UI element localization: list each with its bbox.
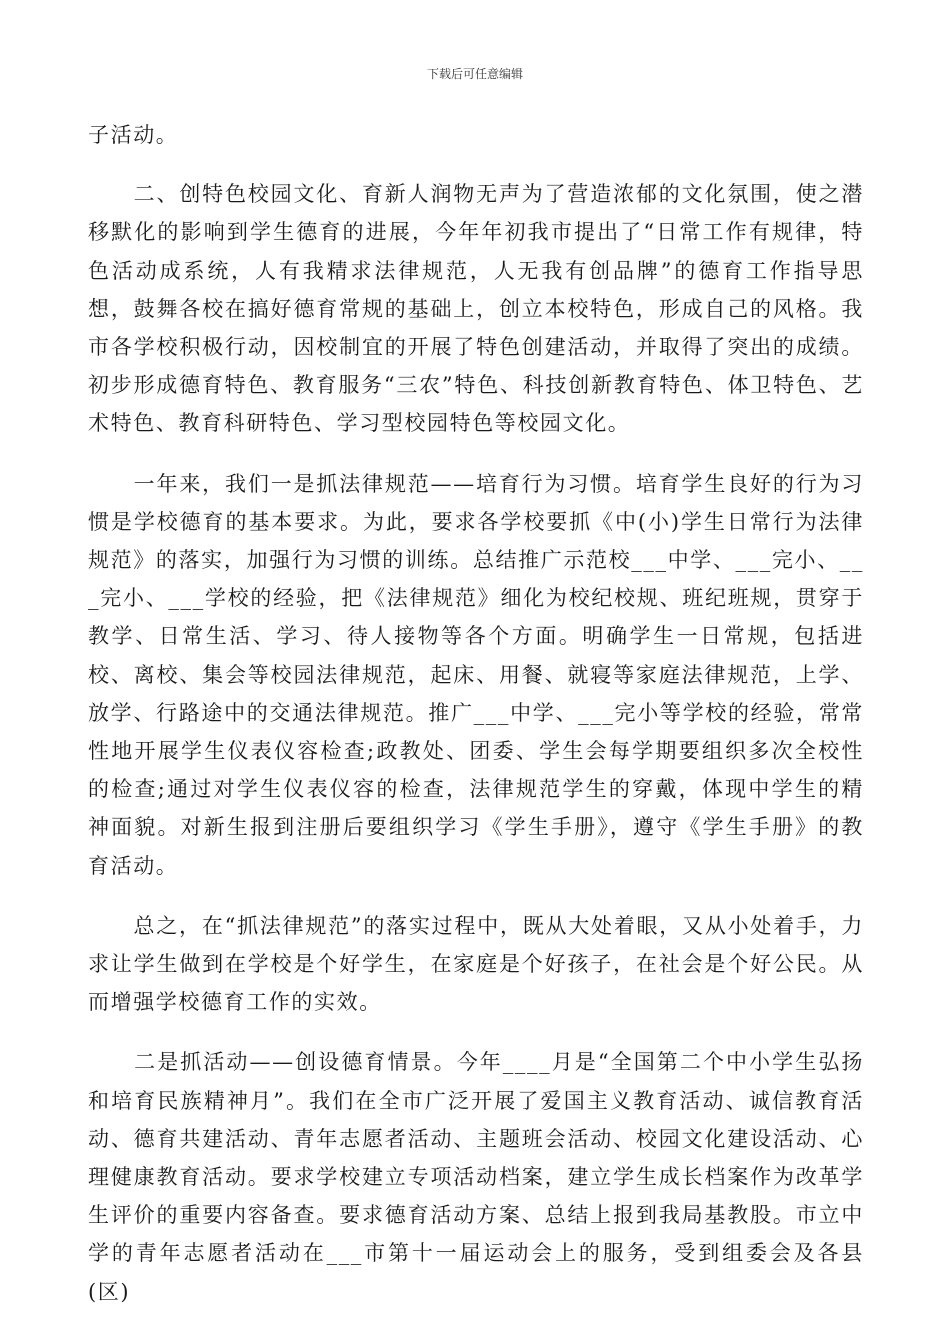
document-body — [88, 116, 864, 1333]
paragraph-summary: 总之，在“抓法律规范”的落实过程中，既从大处着眼，又从小处着手，力求让学生做到在学校是个好学生，在家庭是个好孩子，在社会是个好公民。从而增强学校德育工作的实效。 — [88, 913, 864, 1015]
paragraph-activities: 二是抓活动——创设德育情景。今年____月是“全国第二个中小学生弘扬和培育民族精神月”。我们在全市广泛开展了爱国主义教育活动、诚信教育活动、德育共建活动、青年志愿者活动、主题班会活动、校园文化建设活动、心理健康教育活动。要求学校建立专项活动档案，建立学生成长档案作为改革学生评价的重要内容备查。要求德育活动方案、总结上报到我局基教股。市立中学的青年志愿者活动在___市第十一届运动会上的服务，受到组委会及各县(区) — [88, 1050, 864, 1304]
paragraph-behavior-norms: 一年来，我们一是抓法律规范——培育行为习惯。培育学生良好的行为习惯是学校德育的基本要求。为此，要求各学校要抓《中(小)学生日常行为法律规范》的落实，加强行为习惯的训练。总结推广示范校___中学、___完小、___完小、___学校的经验，把《法律规范》细化为校纪校规、班纪班规，贯穿于教学、日常生活、学习、待人接物等各个方面。明确学生一日常规，包括进校、离校、集会等校园法律规范，起床、用餐、就寝等家庭法律规范，上学、放学、行路途中的交通法律规范。推广___中学、___完小等学校的经验，常常性地开展学生仪表仪容检查;政教处、团委、学生会每学期要组织多次全校性的检查;通过对学生仪表仪容的检查，法律规范学生的穿戴，体现中学生的精神面貌。对新生报到注册后要组织学习《学生手册》，遵守《学生手册》的教育活动。 — [88, 471, 864, 878]
paragraph-campus-culture: 二、创特色校园文化、育新人润物无声为了营造浓郁的文化氛围，使之潜移默化的影响到学生德育的进展，今年年初我市提出了“日常工作有规律，特色活动成系统，人有我精求法律规范，人无我有创品牌”的德育工作指导思想，鼓舞各校在搞好德育常规的基础上，创立本校特色，形成自己的风格。我市各学校积极行动，因校制宜的开展了特色创建活动，并取得了突出的成绩。初步形成德育特色、教育服务“三农”特色、科技创新教育特色、体卫特色、艺术特色、教育科研特色、学习型校园特色等校园文化。 — [88, 182, 864, 436]
page-header: 下载后可任意编辑 — [426, 67, 523, 81]
paragraph-continuation: 子活动。 — [88, 123, 179, 147]
